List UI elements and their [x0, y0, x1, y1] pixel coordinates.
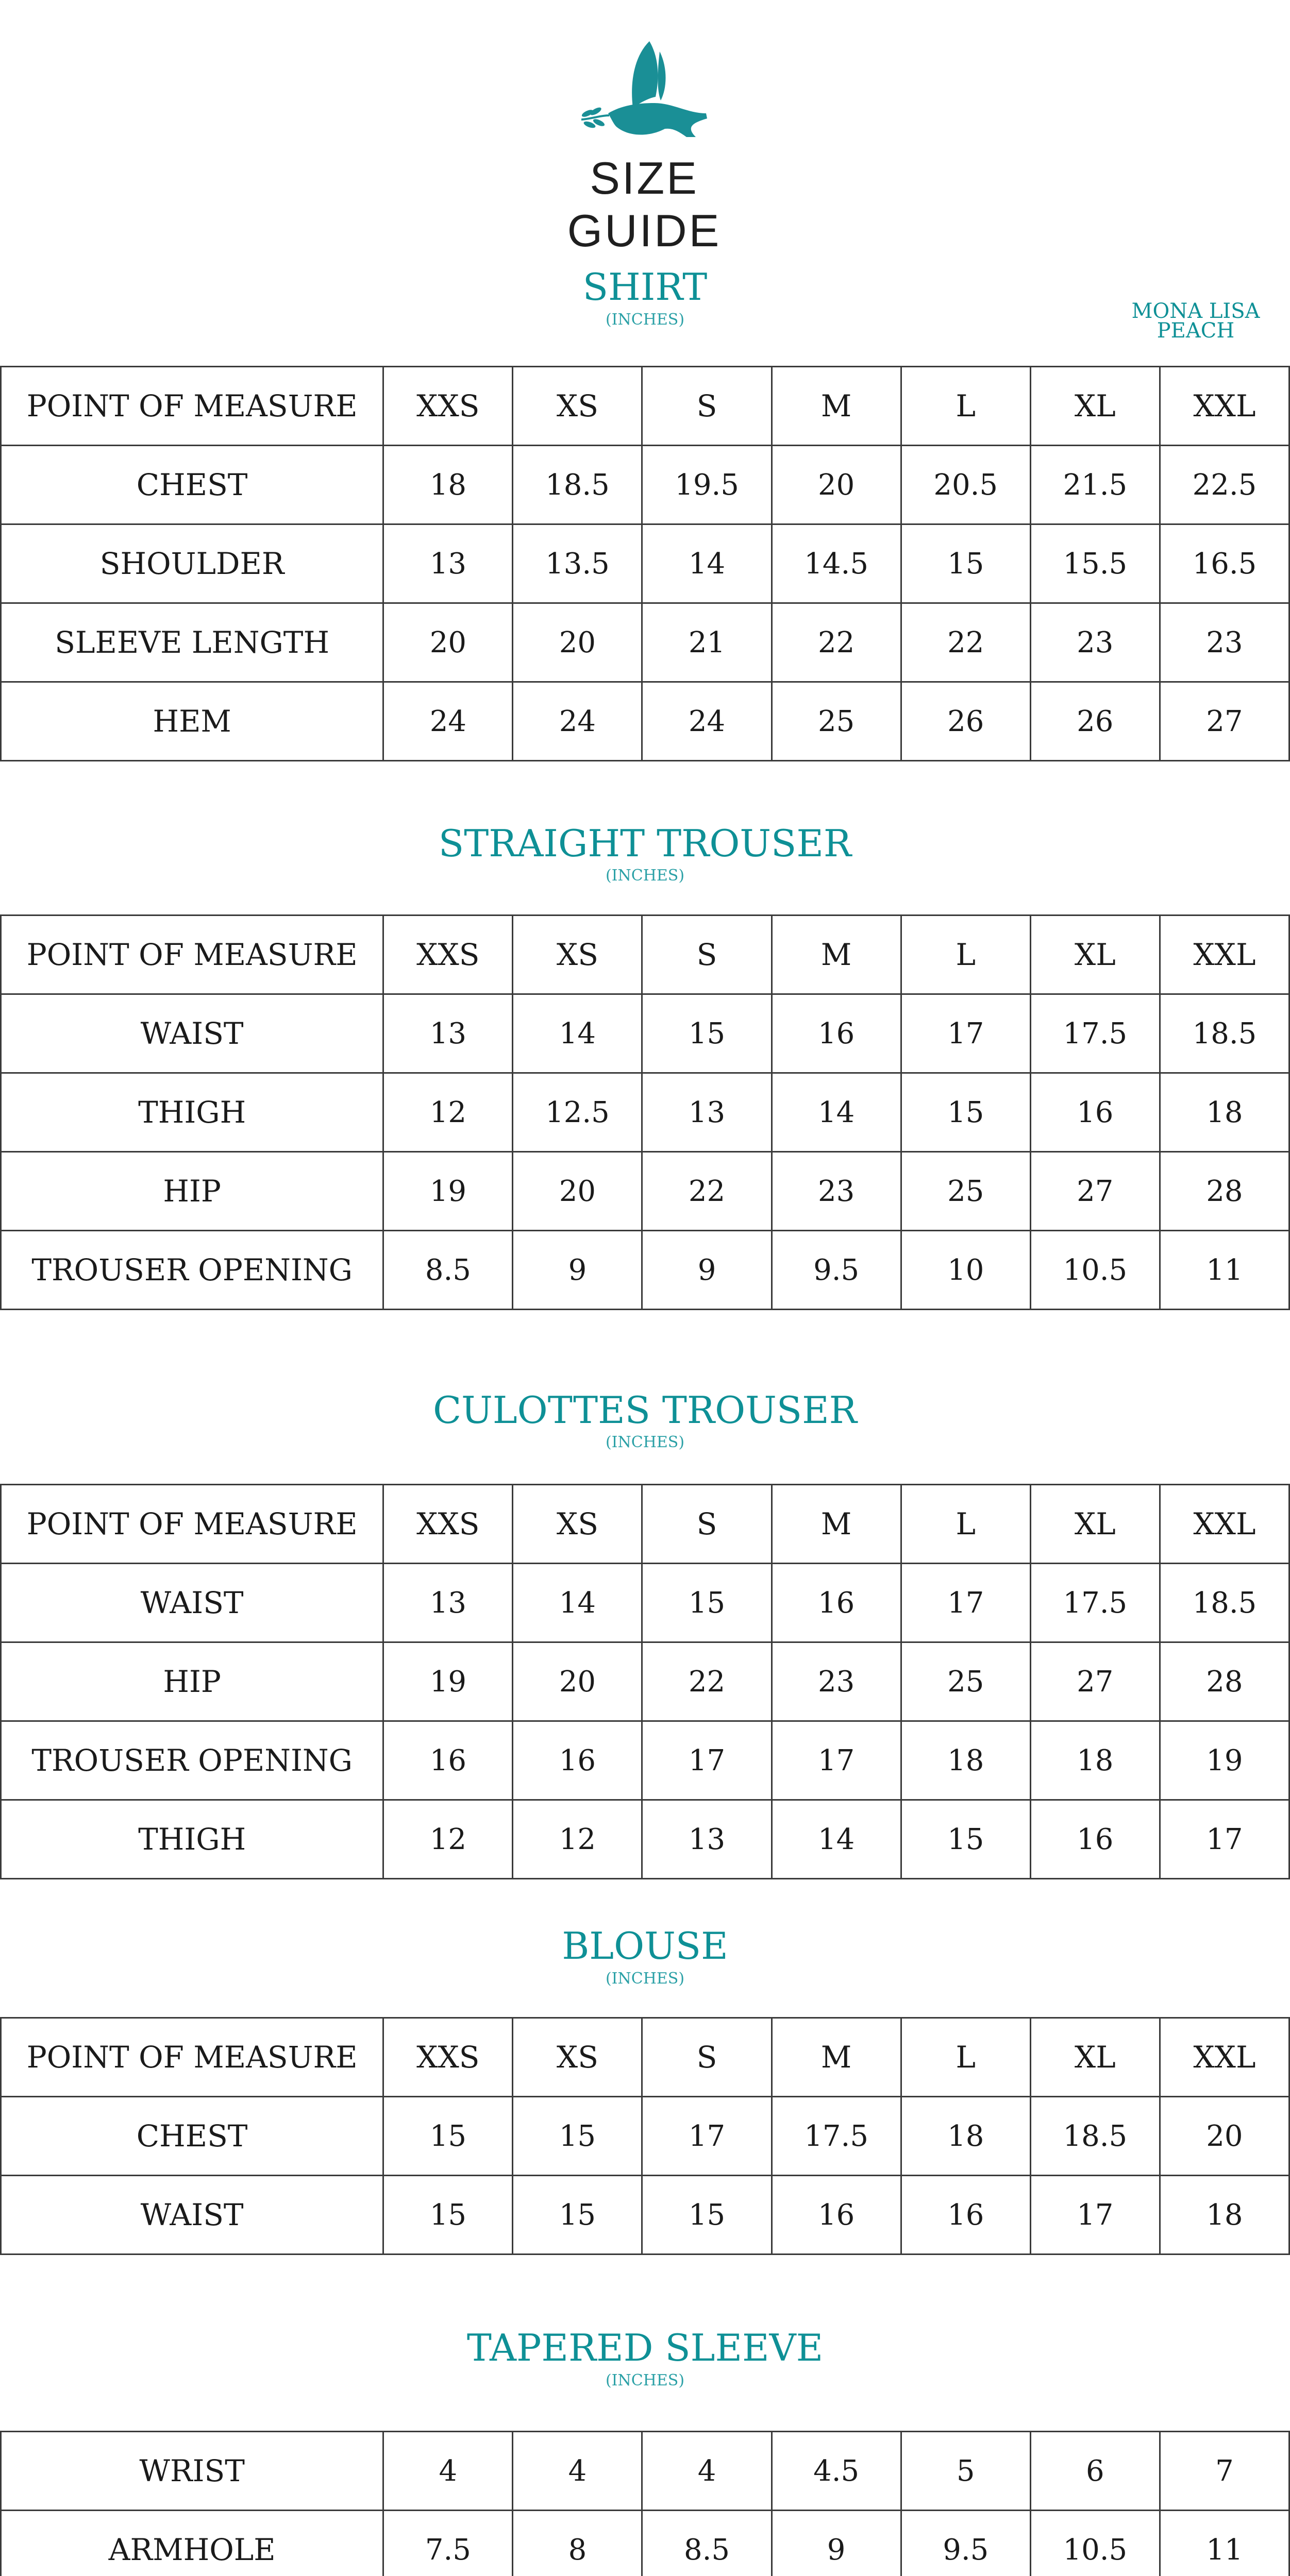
header-cell: L — [901, 1485, 1030, 1564]
header-cell: L — [901, 916, 1030, 994]
table-cell: 22 — [642, 1152, 772, 1231]
table-cell: 17 — [901, 994, 1030, 1073]
table-cell: 9.5 — [901, 2511, 1030, 2576]
table-cell: 23 — [1030, 603, 1160, 682]
table-cell: 16 — [383, 1721, 513, 1800]
table-row — [1, 682, 1289, 761]
table-row — [1, 2176, 1289, 2255]
table-cell: 8.5 — [642, 2511, 772, 2576]
table-row — [1, 1721, 1289, 1800]
table-cell: 18.5 — [513, 446, 642, 524]
table-cell: 18.5 — [1160, 994, 1289, 1073]
culottes-trouser-size-table — [0, 1484, 1290, 1879]
table-row — [1, 603, 1289, 682]
table-cell: 22 — [772, 603, 901, 682]
table-cell: 9 — [772, 2511, 901, 2576]
table-cell: 15 — [642, 1564, 772, 1642]
table-cell: 20 — [513, 1152, 642, 1231]
row-label: WRIST — [1, 2432, 383, 2511]
table-cell: 20 — [513, 603, 642, 682]
table-cell: 17.5 — [1030, 1564, 1160, 1642]
table-cell: 25 — [772, 682, 901, 761]
table-cell: 12 — [383, 1073, 513, 1152]
header-cell: M — [772, 916, 901, 994]
table-cell: 27 — [1030, 1152, 1160, 1231]
table-row — [1, 1152, 1289, 1231]
table-cell: 15 — [642, 2176, 772, 2255]
table-cell: 23 — [772, 1152, 901, 1231]
table-cell: 17.5 — [1030, 994, 1160, 1073]
table-cell: 17 — [642, 2097, 772, 2176]
table-cell: 14 — [772, 1073, 901, 1152]
table-cell: 13 — [383, 1564, 513, 1642]
table-cell: 20.5 — [901, 446, 1030, 524]
table-cell: 26 — [901, 682, 1030, 761]
table-cell: 12 — [383, 1800, 513, 1879]
row-label: THIGH — [1, 1073, 383, 1152]
row-label: CHEST — [1, 2097, 383, 2176]
brand-name: MONA LISA — [1131, 299, 1260, 323]
table-cell: 18 — [901, 1721, 1030, 1800]
header-cell: XXL — [1160, 367, 1289, 446]
table-cell: 14 — [513, 1564, 642, 1642]
table-cell: 18 — [1160, 2176, 1289, 2255]
table-cell: 22 — [901, 603, 1030, 682]
table-cell: 21.5 — [1030, 446, 1160, 524]
header-cell: XL — [1030, 2018, 1160, 2097]
table-cell: 17 — [772, 1721, 901, 1800]
table-cell: 18 — [1030, 1721, 1160, 1800]
table-row — [1, 2511, 1289, 2576]
table-cell: 20 — [383, 603, 513, 682]
header-cell: XS — [513, 916, 642, 994]
table-row — [1, 524, 1289, 603]
header-cell: M — [772, 2018, 901, 2097]
table-cell: 28 — [1160, 1152, 1289, 1231]
table-row — [1, 2432, 1289, 2511]
table-cell: 16 — [901, 2176, 1030, 2255]
table-cell: 10.5 — [1030, 1231, 1160, 1310]
header-cell: XXS — [383, 367, 513, 446]
header-cell: XXS — [383, 916, 513, 994]
table-cell: 25 — [901, 1152, 1030, 1231]
table-cell: 15.5 — [1030, 524, 1160, 603]
table-cell: 4.5 — [772, 2432, 901, 2511]
table-cell: 15 — [513, 2176, 642, 2255]
row-label: HEM — [1, 682, 383, 761]
table-cell: 13 — [383, 524, 513, 603]
table-cell: 11 — [1160, 2511, 1289, 2576]
table-cell: 18.5 — [1030, 2097, 1160, 2176]
table-cell: 18 — [383, 446, 513, 524]
header-cell: POINT OF MEASURE — [1, 916, 383, 994]
table-cell: 17 — [642, 1721, 772, 1800]
table-row — [1, 1800, 1289, 1879]
tapered-sleeve-size-table — [0, 2431, 1290, 2576]
table-cell: 18 — [901, 2097, 1030, 2176]
header-cell: XL — [1030, 367, 1160, 446]
row-label: WAIST — [1, 1564, 383, 1642]
header-cell: S — [642, 916, 772, 994]
table-cell: 16 — [1030, 1073, 1160, 1152]
table-cell: 8 — [513, 2511, 642, 2576]
header-cell: XS — [513, 2018, 642, 2097]
table-cell: 23 — [1160, 603, 1289, 682]
table-cell: 22 — [642, 1642, 772, 1721]
table-cell: 17.5 — [772, 2097, 901, 2176]
header-cell: XXL — [1160, 2018, 1289, 2097]
table-cell: 18.5 — [1160, 1564, 1289, 1642]
section-unit-tapered-sleeve: (INCHES) — [605, 2371, 685, 2389]
row-label: WAIST — [1, 2176, 383, 2255]
table-row — [1, 1073, 1289, 1152]
table-cell: 26 — [1030, 682, 1160, 761]
table-cell: 14.5 — [772, 524, 901, 603]
blouse-size-table — [0, 2017, 1290, 2255]
section-unit-culottes-trouser: (INCHES) — [605, 1433, 685, 1451]
header-cell: M — [772, 1485, 901, 1564]
header-cell: M — [772, 367, 901, 446]
table-cell: 28 — [1160, 1642, 1289, 1721]
table-cell: 16 — [772, 1564, 901, 1642]
table-row — [1, 2097, 1289, 2176]
table-cell: 15 — [901, 1073, 1030, 1152]
table-cell: 13 — [642, 1073, 772, 1152]
table-cell: 15 — [383, 2176, 513, 2255]
section-title-blouse: BLOUSE — [562, 1924, 728, 1968]
header-cell: XS — [513, 1485, 642, 1564]
header-cell: L — [901, 2018, 1030, 2097]
table-cell: 16 — [772, 2176, 901, 2255]
logo-title: SIZE GUIDE — [567, 152, 722, 256]
table-cell: 16 — [772, 994, 901, 1073]
header-cell: XS — [513, 367, 642, 446]
row-label: TROUSER OPENING — [1, 1721, 383, 1800]
table-cell: 13 — [383, 994, 513, 1073]
table-cell: 16.5 — [1160, 524, 1289, 603]
table-row — [1, 994, 1289, 1073]
header-cell: POINT OF MEASURE — [1, 2018, 383, 2097]
table-header-row — [1, 1485, 1289, 1564]
row-label: HIP — [1, 1152, 383, 1231]
table-cell: 4 — [383, 2432, 513, 2511]
row-label: WAIST — [1, 994, 383, 1073]
section-unit-blouse: (INCHES) — [605, 1970, 685, 1988]
table-cell: 19 — [383, 1152, 513, 1231]
table-header-row — [1, 916, 1289, 994]
section-unit-shirt: (INCHES) — [605, 311, 685, 329]
table-cell: 9 — [642, 1231, 772, 1310]
table-cell: 8.5 — [383, 1231, 513, 1310]
table-cell: 7 — [1160, 2432, 1289, 2511]
table-cell: 24 — [642, 682, 772, 761]
table-cell: 17 — [1160, 1800, 1289, 1879]
table-cell: 14 — [772, 1800, 901, 1879]
table-cell: 17 — [901, 1564, 1030, 1642]
table-cell: 20 — [1160, 2097, 1289, 2176]
table-cell: 9 — [513, 1231, 642, 1310]
table-cell: 15 — [901, 1800, 1030, 1879]
section-title-culottes-trouser: CULOTTES TROUSER — [433, 1388, 857, 1432]
table-row — [1, 1564, 1289, 1642]
table-cell: 14 — [642, 524, 772, 603]
table-cell: 23 — [772, 1642, 901, 1721]
table-cell: 4 — [513, 2432, 642, 2511]
table-cell: 19.5 — [642, 446, 772, 524]
row-label: THIGH — [1, 1800, 383, 1879]
table-cell: 15 — [383, 2097, 513, 2176]
table-row — [1, 446, 1289, 524]
table-cell: 5 — [901, 2432, 1030, 2511]
header-cell: XXS — [383, 2018, 513, 2097]
header-cell: S — [642, 367, 772, 446]
table-cell: 19 — [383, 1642, 513, 1721]
table-cell: 22.5 — [1160, 446, 1289, 524]
header-cell: XXL — [1160, 1485, 1289, 1564]
header-cell: XL — [1030, 916, 1160, 994]
row-label: CHEST — [1, 446, 383, 524]
table-cell: 18 — [1160, 1073, 1289, 1152]
row-label: SHOULDER — [1, 524, 383, 603]
table-cell: 13 — [642, 1800, 772, 1879]
table-cell: 20 — [513, 1642, 642, 1721]
table-cell: 27 — [1030, 1642, 1160, 1721]
table-cell: 27 — [1160, 682, 1289, 761]
table-cell: 11 — [1160, 1231, 1289, 1310]
row-label: SLEEVE LENGTH — [1, 603, 383, 682]
table-row — [1, 1642, 1289, 1721]
shirt-size-table — [0, 366, 1290, 761]
table-cell: 24 — [383, 682, 513, 761]
row-label: ARMHOLE — [1, 2511, 383, 2576]
table-cell: 10 — [901, 1231, 1030, 1310]
table-cell: 7.5 — [383, 2511, 513, 2576]
table-cell: 16 — [1030, 1800, 1160, 1879]
header-cell: XXL — [1160, 916, 1289, 994]
table-cell: 12 — [513, 1800, 642, 1879]
table-cell: 15 — [513, 2097, 642, 2176]
section-title-shirt: SHIRT — [582, 265, 708, 309]
header-cell: XL — [1030, 1485, 1160, 1564]
row-label: TROUSER OPENING — [1, 1231, 383, 1310]
table-cell: 15 — [642, 994, 772, 1073]
section-title-straight-trouser: STRAIGHT TROUSER — [438, 822, 852, 865]
table-cell: 13.5 — [513, 524, 642, 603]
straight-trouser-size-table — [0, 914, 1290, 1310]
table-header-row — [1, 367, 1289, 446]
table-cell: 14 — [513, 994, 642, 1073]
table-cell: 17 — [1030, 2176, 1160, 2255]
header-cell: POINT OF MEASURE — [1, 1485, 383, 1564]
header-cell: POINT OF MEASURE — [1, 367, 383, 446]
section-title-tapered-sleeve: TAPERED SLEEVE — [466, 2326, 824, 2369]
table-cell: 16 — [513, 1721, 642, 1800]
table-cell: 12.5 — [513, 1073, 642, 1152]
table-cell: 15 — [901, 524, 1030, 603]
table-cell: 6 — [1030, 2432, 1160, 2511]
table-cell: 10.5 — [1030, 2511, 1160, 2576]
size-guide-logo — [536, 36, 752, 256]
table-cell: 25 — [901, 1642, 1030, 1721]
dove-with-olive-branch-icon — [572, 36, 716, 160]
table-cell: 20 — [772, 446, 901, 524]
brand-variant: PEACH — [1157, 319, 1235, 343]
table-row — [1, 1231, 1289, 1310]
table-cell: 24 — [513, 682, 642, 761]
table-header-row — [1, 2018, 1289, 2097]
table-cell: 21 — [642, 603, 772, 682]
header-cell: XXS — [383, 1485, 513, 1564]
row-label: HIP — [1, 1642, 383, 1721]
table-cell: 9.5 — [772, 1231, 901, 1310]
header-cell: S — [642, 2018, 772, 2097]
section-unit-straight-trouser: (INCHES) — [605, 867, 685, 885]
table-cell: 19 — [1160, 1721, 1289, 1800]
table-cell: 4 — [642, 2432, 772, 2511]
header-cell: L — [901, 367, 1030, 446]
header-cell: S — [642, 1485, 772, 1564]
